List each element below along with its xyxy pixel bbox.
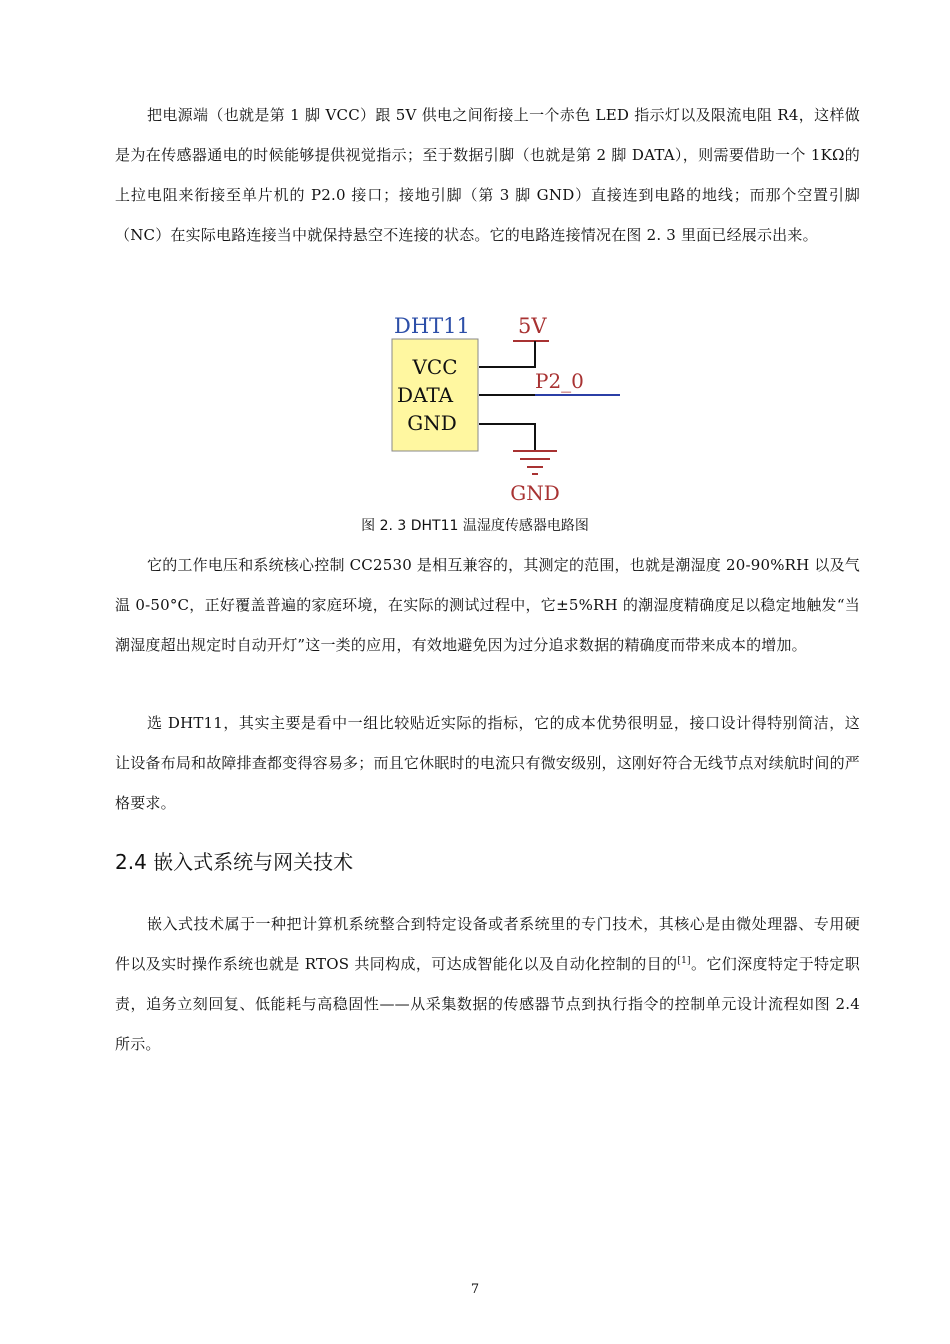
supply-label: 5V [518, 314, 547, 338]
paragraph-dht11-wiring: 把电源端（也就是第 1 脚 VCC）跟 5V 供电之间衔接上一个赤色 LED 指示灯以及限流电阻 R4，这样做是为在传感器通电的时候能够提供视觉指示；至于数据引脚（也就是第 2 脚 DATA），则需要借助一个 1KΩ的上拉电阻来衔接至单片机的 P2.0 接口；接地引脚（第 3 脚 GND）直接连到电路的地线；而那个空置引脚（NC）在实际电路连接当中就保持悬空不连接的状态。它的电路连接情况在图 2. 3 里面已经展示出来。 [115, 106, 860, 244]
paragraph-dht11-choice: 选 DHT11，其实主要是看中一组比较贴近实际的指标，它的成本优势很明显，接口设计得特别简洁，这让设备布局和故障排查都变得容易多；而且它休眠时的电流只有微安级别，这刚好符合无线节点对续航时间的严格要求。 [115, 714, 860, 812]
paragraph-text-before-citation: 嵌入式技术属于一种把计算机系统整合到特定设备或者系统里的专门技术，其核心是由微处理器、专用硬件以及实时操作系统也就是 RTOS 共同构成，可达成智能化以及自动化控制的目的 [115, 915, 860, 973]
gnd-wire [479, 424, 535, 451]
ground-label: GND [510, 481, 560, 505]
dht11-circuit-figure [389, 311, 629, 509]
citation-marker: [1] [677, 956, 691, 966]
vcc-wire [479, 341, 535, 367]
page-number: 7 [470, 1282, 480, 1297]
pin-label-data: DATA [396, 383, 454, 407]
pin-label-vcc: VCC [412, 355, 458, 379]
figure-caption: 图 2. 3 DHT11 温湿度传感器电路图 [361, 518, 589, 534]
paragraph-dht11-range: 它的工作电压和系统核心控制 CC2530 是相互兼容的，其测定的范围，也就是潮湿度 20-90%RH 以及气温 0-50°C，正好覆盖普遍的家庭环境，在实际的测试过程中，它±5%RH 的潮湿度精确度足以稳定地触发“当潮湿度超出规定时自动开灯”这一类的应用，有效地避免因为过分追求数据的精确度而带来成本的增加。 [115, 556, 860, 654]
module-label: DHT11 [394, 314, 470, 338]
data-net-label: P2_0 [535, 369, 584, 393]
section-heading: 2.4 嵌入式系统与网关技术 [115, 850, 354, 874]
paragraph-embedded-systems [115, 904, 860, 1064]
paragraph-text-after-citation: 。它们深度特定于特定职责，追务立刻回复、低能耗与高稳固性——从采集数据的传感器节点到执行指令的控制单元设计流程如图 2.4 所示。 [115, 955, 860, 1053]
pin-label-gnd: GND [407, 411, 457, 435]
dht11-schematic [389, 311, 629, 509]
